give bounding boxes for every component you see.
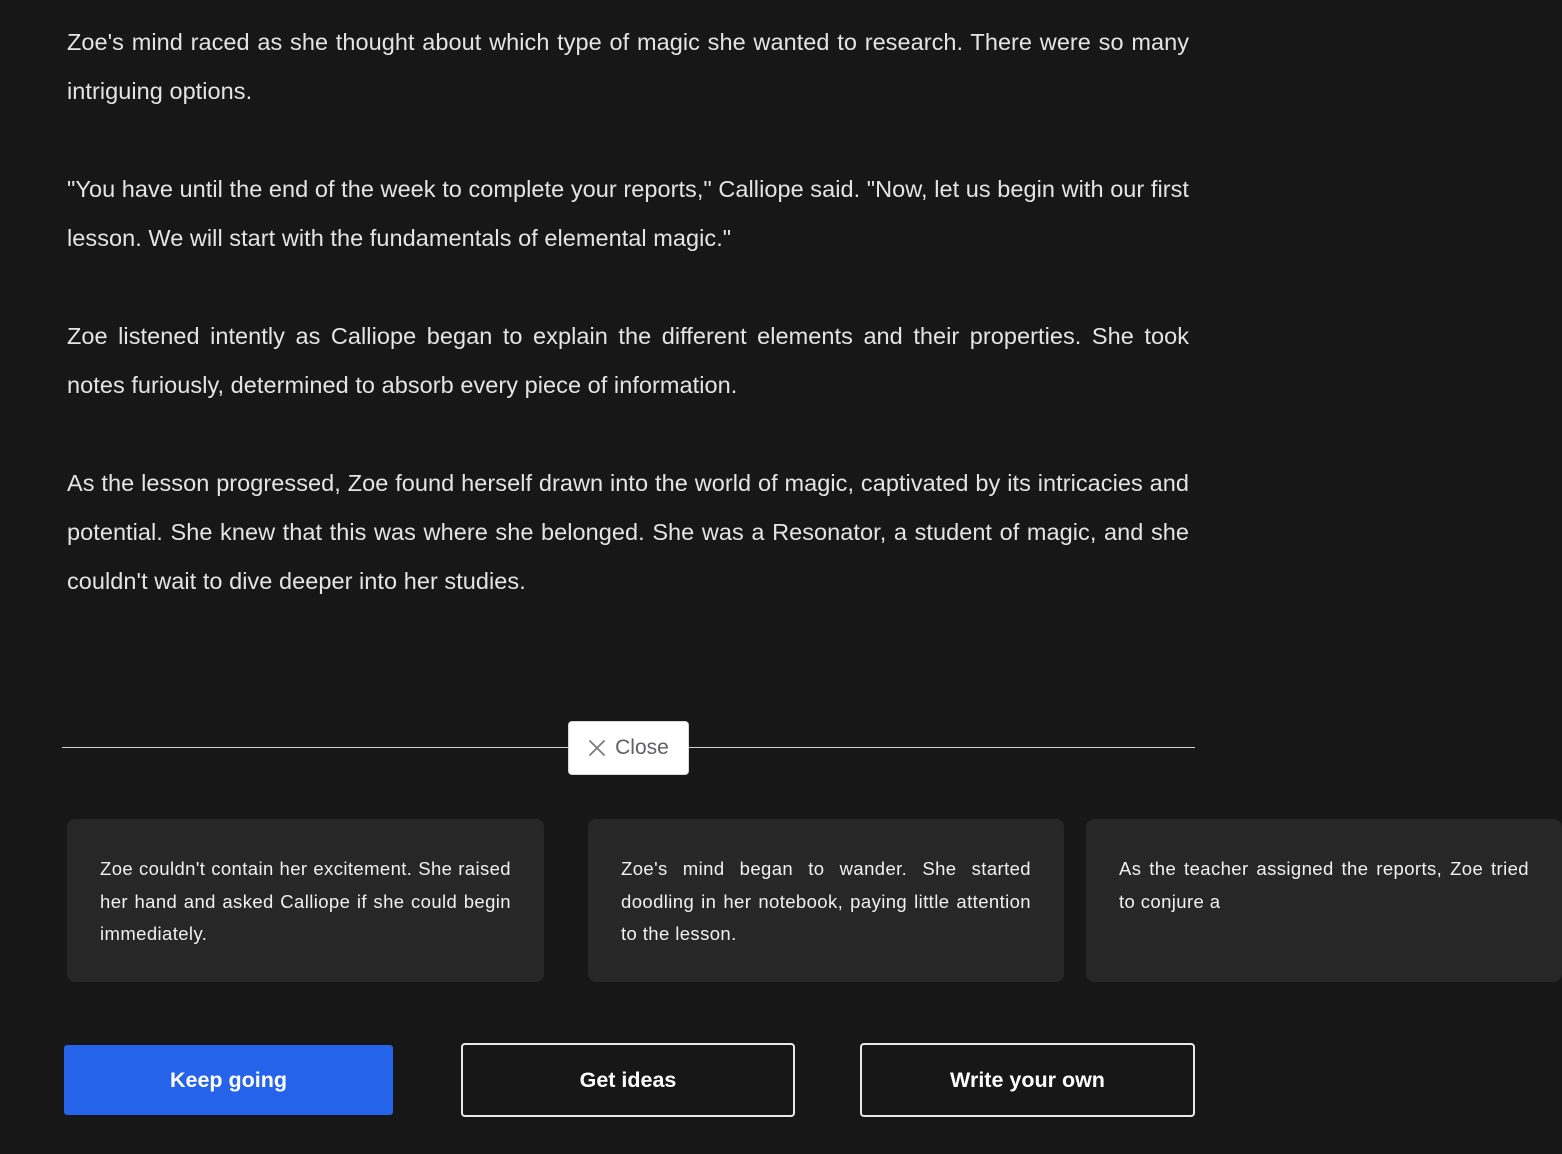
suggestion-card[interactable]	[1086, 819, 1562, 982]
suggestion-text: Zoe couldn't contain her excitement. She raised her hand and asked Calliope if she could begin immediately.	[100, 858, 511, 944]
story-paragraph: As the lesson progressed, Zoe found herself drawn into the world of magic, captivated by its intricacies and potential. She knew that this was where she belonged. She was a Resonator, a student of magic, and she couldn't wait to dive deeper into her studies.	[67, 470, 1189, 594]
story-paragraph: "You have until the end of the week to complete your reports," Calliope said. "Now, let us begin with our first lesson. We will start with the fundamentals of elemental magic."	[67, 176, 1189, 251]
suggestion-text: As the teacher assigned the reports, Zoe tried to conjure a	[1119, 858, 1529, 912]
story-paragraph: Zoe listened intently as Calliope began to explain the different elements and their properties. She took notes furiously, determined to absorb every piece of information.	[67, 323, 1189, 398]
write-your-own-button[interactable]: Write your own	[860, 1043, 1195, 1117]
story-paragraph: Zoe's mind raced as she thought about which type of magic she wanted to research. There were so many intriguing options.	[67, 29, 1189, 104]
suggestion-carousel	[67, 819, 1529, 982]
get-ideas-button[interactable]: Get ideas	[461, 1043, 795, 1117]
close-button-label: Close	[615, 736, 669, 759]
suggestion-card[interactable]	[588, 819, 1064, 982]
close-button[interactable]	[568, 721, 689, 775]
keep-going-button[interactable]: Keep going	[64, 1045, 393, 1115]
suggestion-text: Zoe's mind began to wander. She started doodling in her notebook, paying little attention to the lesson.	[621, 858, 1031, 944]
close-icon	[588, 739, 606, 757]
story-text	[67, 18, 1189, 655]
suggestion-card[interactable]	[67, 819, 544, 982]
